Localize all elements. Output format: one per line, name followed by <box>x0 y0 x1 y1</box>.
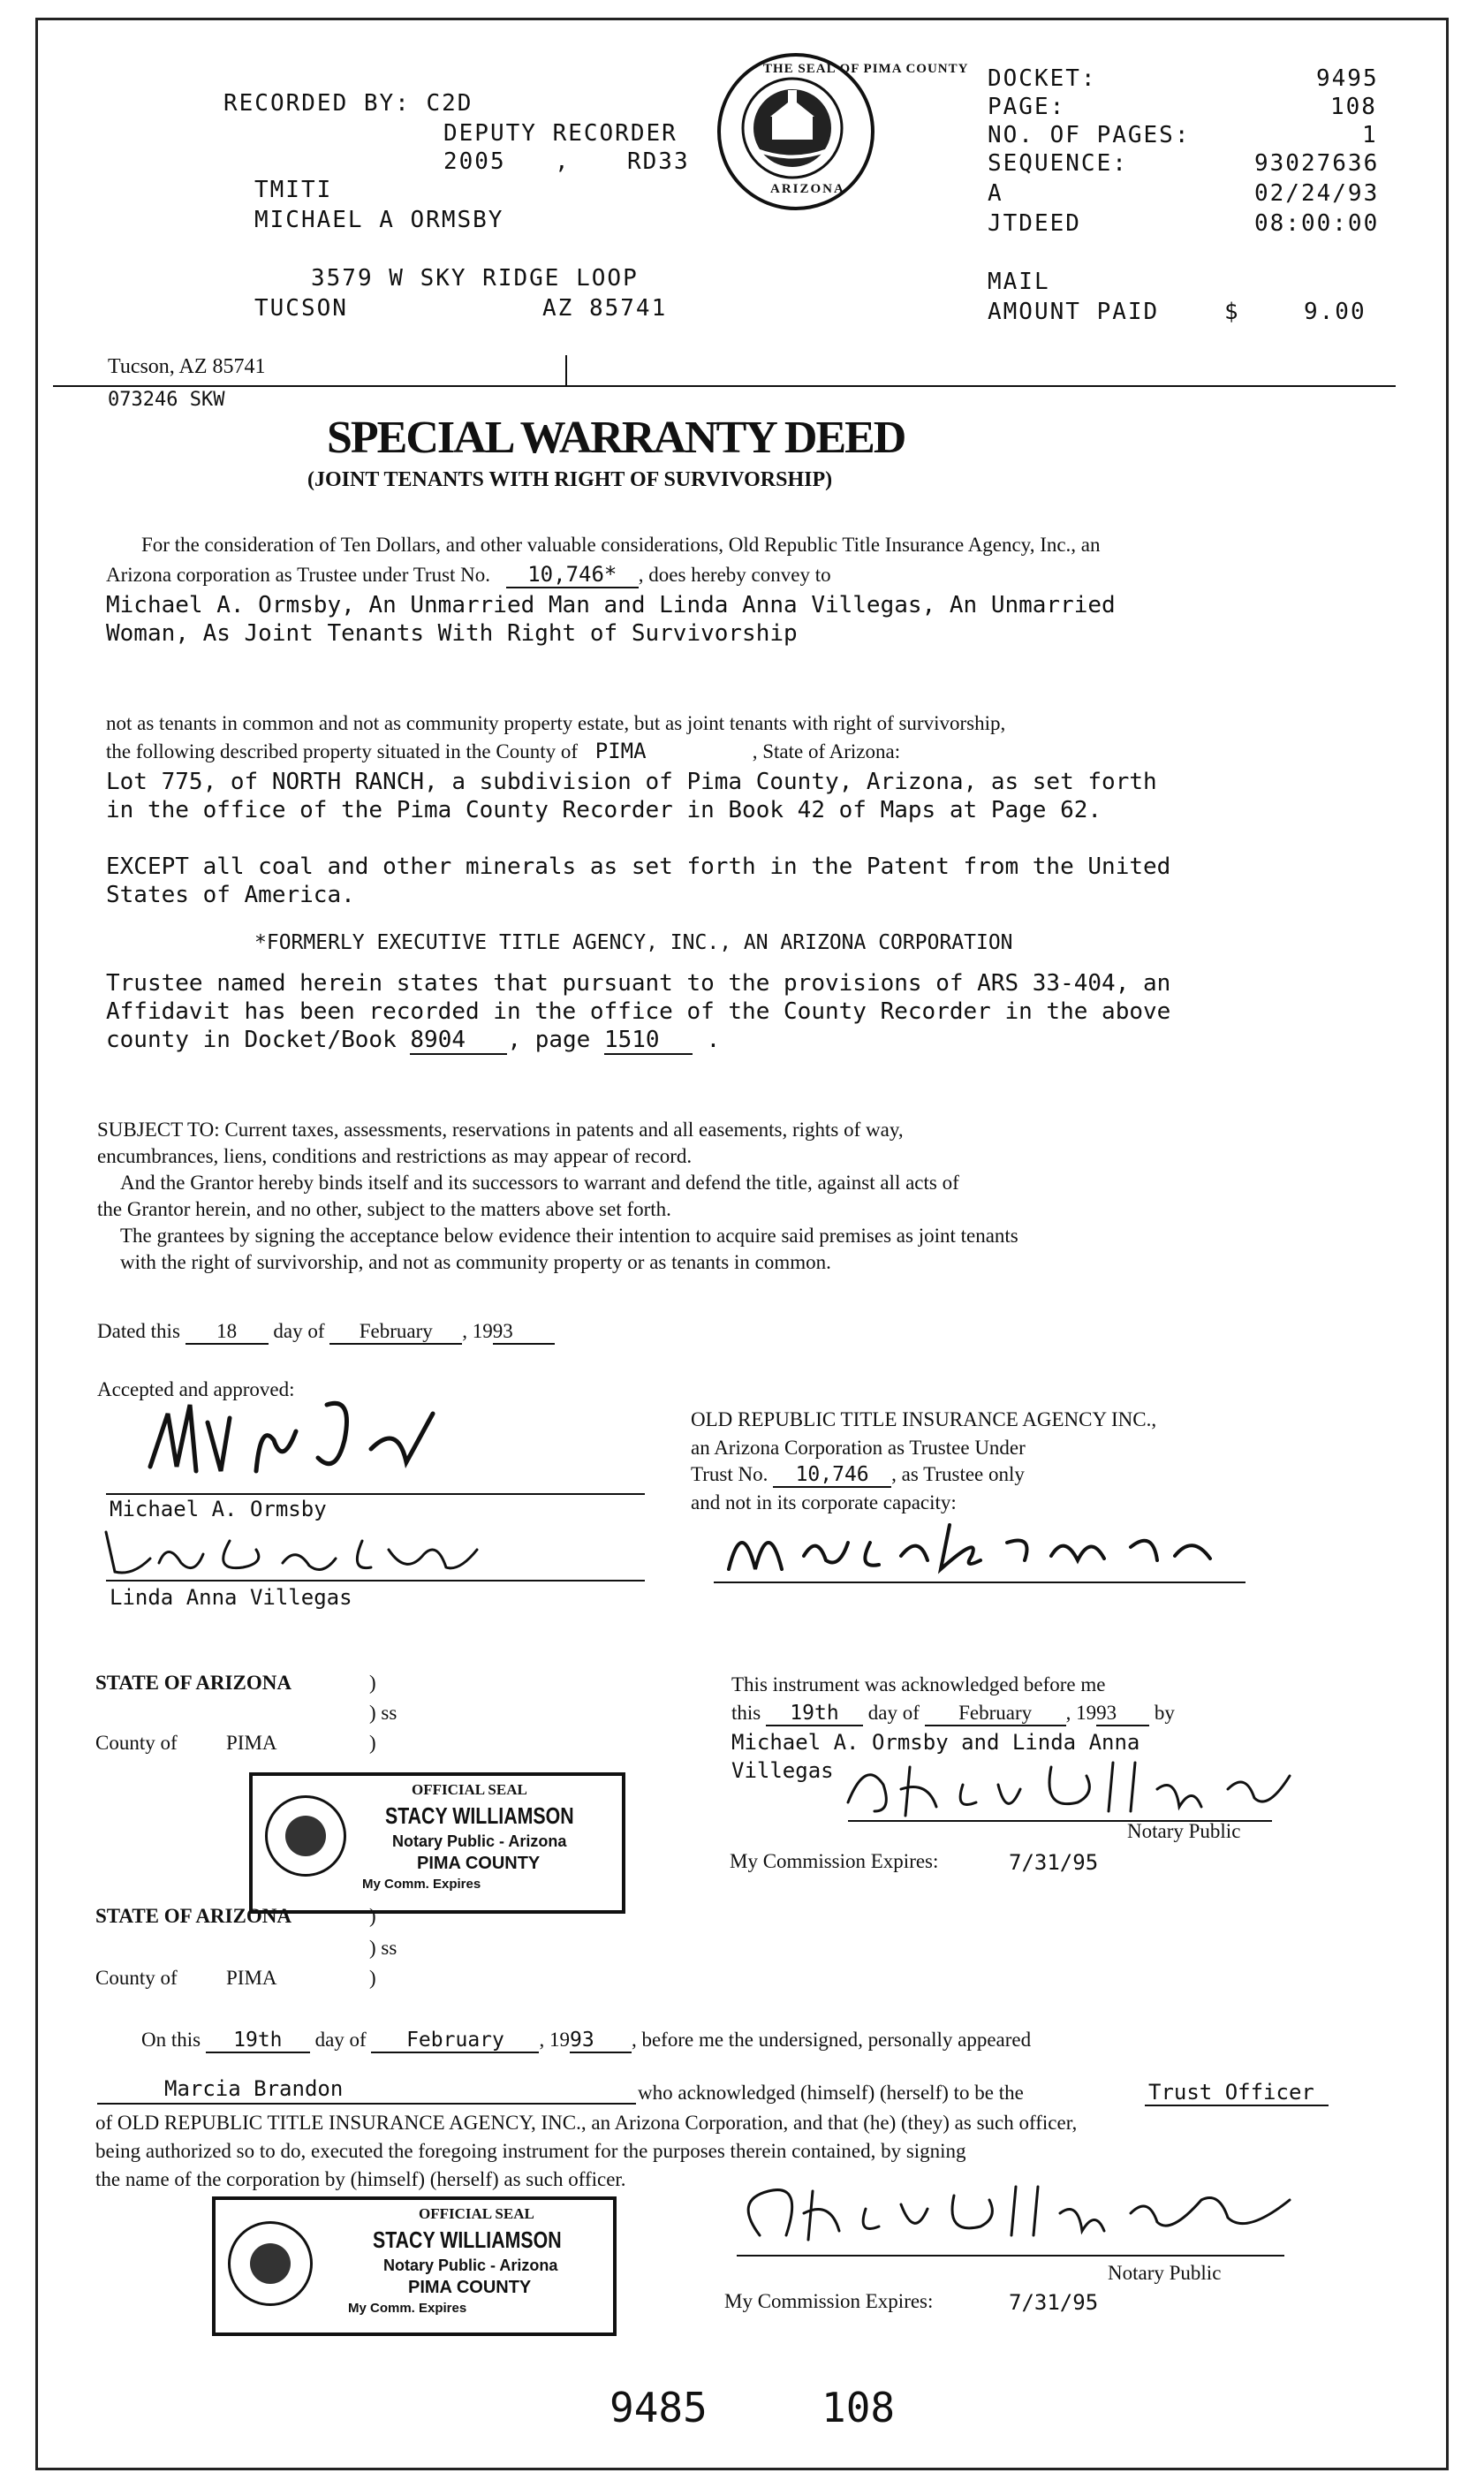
dated-intro: Dated this <box>97 1320 180 1342</box>
trustee-line-2: Affidavit has been recorded in the office of the County Recorder in the above <box>106 998 1171 1025</box>
trust-number: 10,746* <box>506 562 639 588</box>
grantee-name: MICHAEL A ORMSBY <box>254 207 504 233</box>
ack1-day: 19th <box>766 1702 863 1726</box>
ack2-year-prefix: , 19 <box>539 2029 570 2051</box>
pages-label: NO. OF PAGES: <box>988 122 1191 148</box>
stamp-official-seal: OFFICIAL SEAL <box>412 1781 527 1798</box>
docket-book-intro: county in Docket/Book <box>106 1027 397 1053</box>
accepted-approved: Accepted and approved: <box>97 1378 295 1400</box>
ack2-line-2: of OLD REPUBLIC TITLE INSURANCE AGENCY, INC., an Arizona Corporation, and that (he) (they) as such officer, <box>95 2112 1078 2134</box>
ack2-state: STATE OF ARIZONA <box>95 1905 292 1927</box>
ack1-names-1: Michael A. Ormsby and Linda Anna <box>731 1730 1140 1755</box>
page-value: 108 <box>1330 94 1377 120</box>
recorder-initials: TMITI <box>254 177 333 203</box>
ack1-commission-label: My Commission Expires: <box>730 1850 939 1872</box>
ack1-text: This instrument was acknowledged before me <box>731 1673 1106 1695</box>
page-intro: , page <box>507 1027 591 1053</box>
ack1-ss: ) ss <box>369 1702 398 1724</box>
ormsby-signature <box>141 1387 512 1484</box>
notary-stamp-2 <box>212 2196 617 2336</box>
deputy-recorder: DEPUTY RECORDER <box>443 120 678 147</box>
state-text: , State of Arizona: <box>752 740 901 762</box>
page-label: PAGE: <box>988 94 1066 120</box>
state-zip: AZ 85741 <box>542 295 668 322</box>
org-trust-intro: Trust No. <box>691 1463 768 1485</box>
grantee1-name: Michael A. Ormsby <box>110 1497 327 1521</box>
stamp-notary-name: STACY WILLIAMSON <box>385 1802 574 1829</box>
grantee2-name: Linda Anna Villegas <box>110 1585 352 1610</box>
trustee-signature-line <box>714 1582 1246 1583</box>
trustee-line-1: Trustee named herein states that pursuant to the provisions of ARS 33-404, an <box>106 970 1171 997</box>
ack2-line-4: the name of the corporation by (himself) (herself) as such officer. <box>95 2168 626 2190</box>
stamp-notary-name: STACY WILLIAMSON <box>373 2226 562 2253</box>
ack2-notary: Notary Public <box>1108 2262 1222 2284</box>
record-code-b: RD33 <box>627 148 690 175</box>
stamp-official-seal: OFFICIAL SEAL <box>419 2205 534 2222</box>
ack2-county: PIMA <box>226 1967 277 1989</box>
amount-label: AMOUNT PAID <box>988 299 1160 325</box>
a-label: A <box>988 180 1003 207</box>
ack2-commission: 7/31/95 <box>1009 2290 1099 2315</box>
stamp-county: PIMA COUNTY <box>417 1854 541 1873</box>
sequence-label: SEQUENCE: <box>988 150 1128 177</box>
dated-year: 93 <box>493 1320 555 1345</box>
formerly-note: *FORMERLY EXECUTIVE TITLE AGENCY, INC., AN ARIZONA CORPORATION <box>254 931 1013 954</box>
ack2-commission-label: My Commission Expires: <box>724 2290 934 2312</box>
stamp-comm-expires: My Comm. Expires <box>362 1877 481 1892</box>
ack2-year: 93 <box>570 2029 632 2053</box>
ack1-month: February <box>925 1702 1066 1726</box>
notary-stamp-1 <box>249 1772 625 1914</box>
brandon-signature <box>716 1507 1246 1587</box>
ack2-month: February <box>371 2029 539 2053</box>
footer-docket: 9485 <box>610 2384 708 2431</box>
header-rule <box>53 385 1396 387</box>
ack1-by: by <box>1154 1702 1175 1724</box>
grantor-line-1: And the Grantor hereby binds itself and its successors to warrant and defend the title, against all acts of <box>120 1172 959 1194</box>
villegas-signature <box>97 1523 556 1585</box>
dated-month: February <box>329 1320 462 1345</box>
docket-label: DOCKET: <box>988 65 1097 92</box>
sequence-value: 93027636 <box>1254 150 1380 177</box>
docket-book-value: 8904 <box>410 1027 507 1055</box>
trust-intro: Arizona corporation as Trustee under Trust No. <box>106 564 491 586</box>
stamp-seal-icon <box>265 1795 346 1877</box>
page-number-value: 1510 <box>604 1027 693 1055</box>
ack2-county-label: County of <box>95 1967 178 1989</box>
except-line-2: States of America. <box>106 882 355 908</box>
deed-title: SPECIAL WARRANTY DEED <box>327 413 905 463</box>
ack1-state: STATE OF ARIZONA <box>95 1672 292 1694</box>
trustee-period: . <box>706 1027 721 1053</box>
escrow-number: 073246 SKW <box>108 389 225 411</box>
ack1-year-prefix: , 19 <box>1065 1702 1097 1724</box>
tenancy-line-1: not as tenants in common and not as community property estate, but as joint tenants with right of survivorship, <box>106 712 1006 734</box>
org-name: OLD REPUBLIC TITLE INSURANCE AGENCY INC., <box>691 1408 1157 1430</box>
tenancy-line-2 <box>106 739 900 763</box>
street-address: 3579 W SKY RIDGE LOOP <box>311 265 639 292</box>
legal-line-2: in the office of the Pima County Recorder in Book 42 of Maps at Page 62. <box>106 797 1102 823</box>
org-line-3 <box>691 1463 1025 1488</box>
org-line-2: an Arizona Corporation as Trustee Under <box>691 1437 1026 1459</box>
grantor-line-2: the Grantor herein, and no other, subject to the matters above set forth. <box>97 1198 671 1220</box>
stamp-notary-title: Notary Public - Arizona <box>383 2257 558 2274</box>
county-value: PIMA <box>594 739 647 763</box>
ack2-paren-2: ) <box>369 1967 376 1989</box>
stamp-seal-icon <box>228 2221 313 2306</box>
grantees-sign-line-2: with the right of survivorship, and not as community property or as tenants in common. <box>120 1251 831 1273</box>
return-city: Tucson, AZ 85741 <box>108 355 266 378</box>
org-trustee-only: , as Trustee only <box>891 1463 1025 1485</box>
deed-subtitle: (JOINT TENANTS WITH RIGHT OF SURVIVORSHIP) <box>307 468 833 491</box>
ack2-role: Trust Officer <box>1148 2080 1314 2105</box>
org-trust-number: 10,746 <box>773 1463 891 1488</box>
ack1-county: PIMA <box>226 1732 277 1754</box>
ack2-role-line <box>1145 2105 1329 2106</box>
ack1-paren-1: ) <box>369 1672 376 1694</box>
notary-signature-1 <box>830 1749 1325 1829</box>
pages-value: 1 <box>1362 122 1378 148</box>
seal-text-bottom: ARIZONA <box>770 182 845 196</box>
legal-line-1: Lot 775, of NORTH RANCH, a subdivision of Pima County, Arizona, as set forth <box>106 769 1157 795</box>
dated-day: 18 <box>186 1320 269 1345</box>
record-date: 02/24/93 <box>1254 180 1380 207</box>
ack1-paren-2: ) <box>369 1732 376 1754</box>
ack2-on-this: On this <box>141 2029 201 2051</box>
amount-currency: $ <box>1224 299 1240 325</box>
mail-label: MAIL <box>988 269 1050 295</box>
header-tick <box>565 355 567 387</box>
org-line-4: and not in its corporate capacity: <box>691 1491 957 1513</box>
ack2-line-3: being authorized so to do, executed the foregoing instrument for the purposes therein contained, by signing <box>95 2140 966 2162</box>
ack2-ss: ) ss <box>369 1937 398 1959</box>
jtdeed-label: JTDEED <box>988 210 1081 237</box>
record-code-sep: , <box>555 148 571 175</box>
stamp-notary-title: Notary Public - Arizona <box>392 1832 567 1850</box>
footer-page: 108 <box>822 2384 896 2431</box>
except-line-1: EXCEPT all coal and other minerals as set forth in the Patent from the United <box>106 853 1171 880</box>
subject-line-1: SUBJECT TO: Current taxes, assessments, reservations in patents and all easements, rights of way, <box>97 1119 904 1141</box>
grantee1-signature-line <box>106 1493 645 1495</box>
stamp-county: PIMA COUNTY <box>408 2278 532 2297</box>
grantees-line-2: Woman, As Joint Tenants With Right of Survivorship <box>106 620 798 647</box>
record-code-a: 2005 <box>443 148 506 175</box>
grantees-line-1: Michael A. Ormsby, An Unmarried Man and Linda Anna Villegas, An Unmarried <box>106 592 1116 618</box>
ack1-date-line <box>731 1702 1175 1726</box>
subject-line-2: encumbrances, liens, conditions and restrictions as may appear of record. <box>97 1145 693 1167</box>
docket-value: 9495 <box>1316 65 1379 92</box>
dated-day-of: day of <box>273 1320 325 1342</box>
ack2-paren-1: ) <box>369 1905 376 1927</box>
ack2-person: Marcia Brandon <box>164 2076 344 2101</box>
recorded-by: RECORDED BY: C2D <box>223 90 473 117</box>
grantee2-signature-line <box>106 1580 645 1582</box>
consideration-line-1: For the consideration of Ten Dollars, and other valuable considerations, Old Republic Title Insurance Agency, Inc., an <box>141 534 1101 556</box>
ack2-who: who acknowledged (himself) (herself) to be the <box>638 2082 1024 2104</box>
ack2-before: , before me the undersigned, personally appeared <box>631 2029 1032 2051</box>
notary-signature-2 <box>724 2165 1343 2253</box>
city: TUCSON <box>254 295 348 322</box>
ack2-day: 19th <box>206 2029 310 2053</box>
ack2-day-of: day of <box>314 2029 367 2051</box>
seal-text-top: THE SEAL OF PIMA COUNTY <box>763 62 969 76</box>
record-time: 08:00:00 <box>1254 210 1380 237</box>
ack2-date-line <box>141 2029 1031 2053</box>
ack1-county-label: County of <box>95 1732 178 1754</box>
pima-county-seal <box>717 53 969 210</box>
ack1-year: 93 <box>1096 1702 1149 1726</box>
dated-year-prefix: , 19 <box>462 1320 493 1342</box>
ack2-person-line <box>97 2103 636 2105</box>
county-intro: the following described property situated in the County of <box>106 740 578 762</box>
ack1-this: this <box>731 1702 761 1724</box>
ack1-commission: 7/31/95 <box>1009 1850 1099 1875</box>
trustee-line-3 <box>106 1027 720 1055</box>
ack1-day-of: day of <box>867 1702 920 1724</box>
dated-line <box>97 1320 555 1345</box>
ack1-names-2: Villegas <box>731 1758 834 1783</box>
amount-value: 9.00 <box>1304 299 1367 325</box>
ack1-notary: Notary Public <box>1127 1820 1241 1842</box>
stamp-comm-expires: My Comm. Expires <box>348 2301 467 2316</box>
consideration-line-2 <box>106 562 831 588</box>
notary-line-2 <box>737 2255 1284 2257</box>
grantees-sign-line-1: The grantees by signing the acceptance below evidence their intention to acquire said premises as joint tenants <box>120 1225 1018 1247</box>
convey-text: , does hereby convey to <box>638 564 831 586</box>
